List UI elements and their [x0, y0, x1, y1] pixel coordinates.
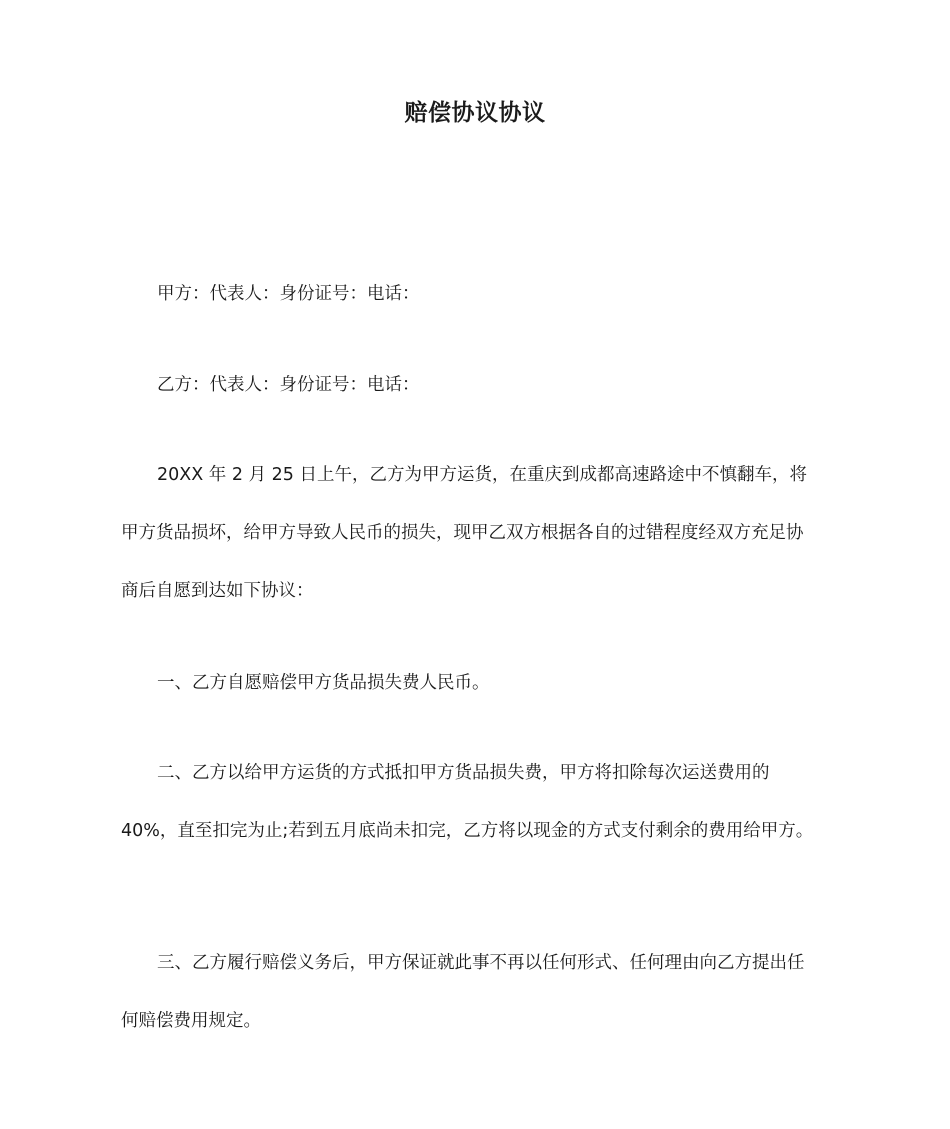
intro-paragraph: [121, 446, 833, 620]
clause-3: [121, 934, 833, 1050]
clause-1: 一、乙方自愿赔偿甲方货品损失费人民币。: [157, 673, 490, 693]
clause-2-line: 40%，直至扣完为止;若到五月底尚未扣完，乙方将以现金的方式支付剩余的费用给甲方。: [121, 821, 814, 841]
clause-3-line: 何赔偿费用规定。: [121, 1011, 261, 1031]
intro-line: 20XX 年 2 月 25 日上午，乙方为甲方运货，在重庆到成都高速路途中不慎翻车，将: [157, 465, 807, 485]
party-a-line: 甲方：代表人：身份证号：电话：: [157, 284, 420, 304]
clause-3-line: 三、乙方履行赔偿义务后，甲方保证就此事不再以任何形式、任何理由向乙方提出任: [157, 953, 805, 973]
clause-2-line: 二、乙方以给甲方运货的方式抵扣甲方货品损失费，甲方将扣除每次运送费用的: [157, 763, 770, 783]
document-title: 赔偿协议协议: [404, 100, 546, 126]
party-b-line: 乙方：代表人：身份证号：电话：: [157, 375, 420, 395]
intro-line: 商后自愿到达如下协议：: [121, 581, 314, 601]
intro-line: 甲方货品损坏，给甲方导致人民币的损失，现甲乙双方根据各自的过错程度经双方充足协: [121, 523, 804, 543]
clause-2: [121, 744, 833, 860]
